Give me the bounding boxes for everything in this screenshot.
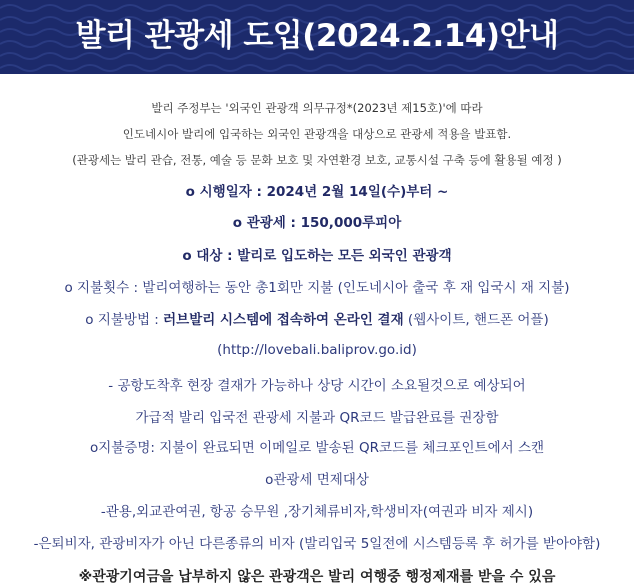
- tax-amount: o 관광세 : 150,000루피아: [232, 215, 402, 231]
- payment-method: [0, 308, 634, 328]
- payment-proof: o지불증명: 지불이 완료되면 이메일로 발송된 QR코드를 체크포인트에서 스캔: [89, 440, 545, 456]
- payment-count: o 지불횟수 : 발리여행하는 동안 총1회만 지불 (인도네시아 출국 후 재 입국시 재 지불): [64, 280, 570, 296]
- intro-line-3: (관광세는 발리 관습, 전통, 예술 등 문화 보호 및 자연환경 보호, 교통시설 구축 등에 활용될 예정 ): [72, 153, 562, 167]
- exemption-title: o관광세 면제대상: [265, 472, 369, 488]
- target-audience: o 대상 : 발리로 입도하는 모든 외국인 관광객: [182, 248, 452, 264]
- payment-method-highlight: 러브발리 시스템에 접속하여 온라인 결재: [163, 312, 404, 328]
- exemption-list-1: -관용,외교관여권, 항공 승무원 ,장기체류비자,학생비자(여권과 비자 제시): [100, 504, 534, 520]
- prepay-recommendation: 가급적 발리 입국전 관광세 지불과 QR코드 발급완료를 권장함: [135, 410, 499, 426]
- start-date: o 시행일자 : 2024년 2월 14일(수)부터 ~: [185, 184, 449, 200]
- payment-method-apps: (웹사이트, 핸드폰 어플): [403, 312, 549, 328]
- penalty-warning: ※관광기여금을 납부하지 않은 관광객은 발리 여행중 행정제재를 받을 수 있음: [78, 569, 556, 585]
- intro-line-1: 발리 주정부는 '외국인 관광객 의무규정*(2023년 제15호)'에 따라: [151, 101, 483, 115]
- title-banner: [0, 0, 634, 74]
- payment-method-label: o 지불방법 :: [85, 312, 164, 328]
- lovebali-url[interactable]: (http://lovebali.baliprov.go.id): [217, 342, 417, 358]
- exemption-list-2: -은퇴비자, 관광비자가 아닌 다른종류의 비자 (발리입국 5일전에 시스템등록 후 허가를 받아야함): [33, 536, 601, 552]
- intro-line-2: 인도네시아 발리에 입국하는 외국인 관광객을 대상으로 관광세 적용을 발표함.: [122, 127, 512, 141]
- page-title: 발리 관광세 도입(2024.2.14)안내: [75, 18, 559, 54]
- airport-note: - 공항도착후 현장 결재가 가능하나 상당 시간이 소요될것으로 예상되어: [108, 378, 526, 394]
